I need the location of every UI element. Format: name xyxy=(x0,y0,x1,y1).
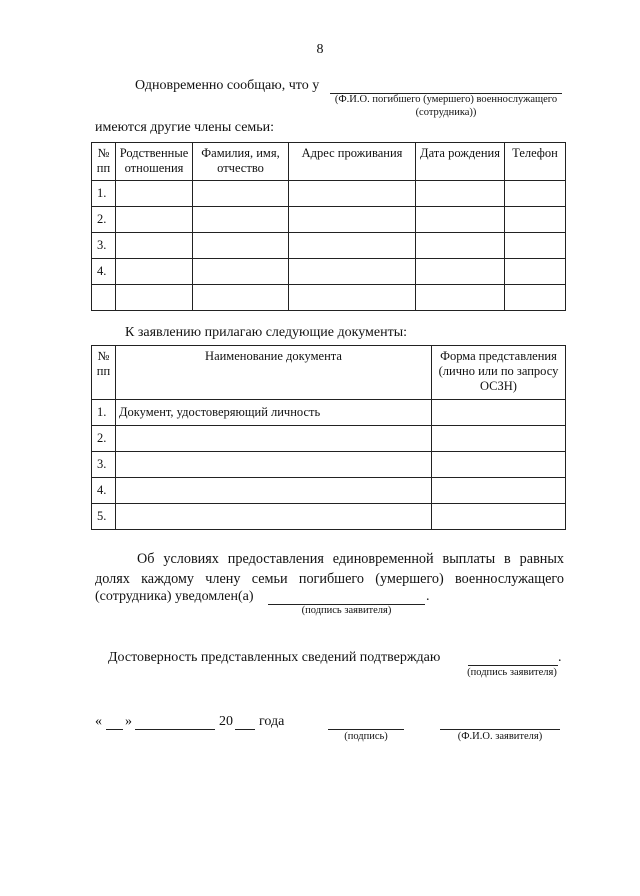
table-row xyxy=(92,285,566,311)
applicant-name-caption: (Ф.И.О. заявителя) xyxy=(457,731,543,742)
relation-cell[interactable] xyxy=(116,233,193,259)
date-close-quote: » xyxy=(125,714,132,729)
table-row xyxy=(92,478,566,504)
address-cell[interactable] xyxy=(289,207,416,233)
conditions-line-1: Об условиях предоставления единовременной выплаты в равных xyxy=(137,551,564,567)
table-row xyxy=(92,452,566,478)
family-members-table xyxy=(91,142,566,311)
submission-form-cell[interactable] xyxy=(432,478,566,504)
name-cell[interactable] xyxy=(193,233,289,259)
row-number: 2. xyxy=(92,207,116,233)
address-cell[interactable] xyxy=(289,181,416,207)
table-row xyxy=(92,259,566,285)
birth-date-cell[interactable] xyxy=(416,259,505,285)
submission-form-cell[interactable] xyxy=(432,426,566,452)
relation-cell[interactable] xyxy=(116,207,193,233)
address-cell[interactable] xyxy=(289,259,416,285)
document-name-cell[interactable] xyxy=(116,452,432,478)
phone-cell[interactable] xyxy=(505,233,566,259)
header-submission-form: Форма представления (лично или по запросу ОСЗН) xyxy=(432,346,566,400)
name-cell[interactable] xyxy=(193,259,289,285)
relation-cell[interactable] xyxy=(116,285,193,311)
row-number: 1. xyxy=(92,400,116,426)
name-cell[interactable] xyxy=(193,181,289,207)
relation-cell[interactable] xyxy=(116,259,193,285)
row-number: 2. xyxy=(92,426,116,452)
period: . xyxy=(426,589,430,604)
intro-caption-2: (сотрудника)) xyxy=(415,107,477,118)
row-number: 4. xyxy=(92,259,116,285)
row-number: 4. xyxy=(92,478,116,504)
phone-cell[interactable] xyxy=(505,207,566,233)
period: . xyxy=(558,650,562,665)
conditions-signature-caption: (подпись заявителя) xyxy=(301,605,392,616)
row-number: 1. xyxy=(92,181,116,207)
table-row xyxy=(92,207,566,233)
birth-date-cell[interactable] xyxy=(416,285,505,311)
row-number xyxy=(92,285,116,311)
address-cell[interactable] xyxy=(289,285,416,311)
year-suffix: года xyxy=(259,714,285,729)
day-line[interactable] xyxy=(106,729,123,730)
table-row xyxy=(92,181,566,207)
row-number: 3. xyxy=(92,452,116,478)
confirm-signature-line[interactable] xyxy=(468,665,558,666)
intro-text: Одновременно сообщаю, что у xyxy=(135,78,320,93)
page-number: 8 xyxy=(316,42,324,57)
documents-table xyxy=(91,345,566,530)
family-intro: имеются другие члены семьи: xyxy=(95,120,275,135)
phone-cell[interactable] xyxy=(505,259,566,285)
submission-form-cell[interactable] xyxy=(432,400,566,426)
birth-date-cell[interactable] xyxy=(416,233,505,259)
applicant-name-line[interactable] xyxy=(440,729,560,730)
address-cell[interactable] xyxy=(289,233,416,259)
conditions-line-2: долях каждому члену семьи погибшего (умершего) военнослужащего xyxy=(95,571,564,587)
year-line[interactable] xyxy=(235,729,255,730)
document-name-cell[interactable] xyxy=(116,478,432,504)
name-cell[interactable] xyxy=(193,285,289,311)
intro-caption-1: (Ф.И.О. погибшего (умершего) военнослужащего xyxy=(334,94,558,105)
docs-intro: К заявлению прилагаю следующие документы: xyxy=(125,325,408,340)
header-full-name: Фамилия, имя, отчество xyxy=(193,143,289,181)
header-phone: Телефон xyxy=(505,143,566,181)
family-table-header xyxy=(92,143,566,181)
document-name-cell[interactable] xyxy=(116,426,432,452)
relation-cell[interactable] xyxy=(116,181,193,207)
document-name-cell[interactable] xyxy=(116,504,432,530)
phone-cell[interactable] xyxy=(505,181,566,207)
row-number: 5. xyxy=(92,504,116,530)
header-num: № пп xyxy=(92,143,116,181)
submission-form-cell[interactable] xyxy=(432,452,566,478)
conditions-paragraph xyxy=(95,549,564,589)
table-row xyxy=(92,400,566,426)
submission-form-cell[interactable] xyxy=(432,504,566,530)
phone-cell[interactable] xyxy=(505,285,566,311)
birth-date-cell[interactable] xyxy=(416,181,505,207)
document-name-cell[interactable]: Документ, удостоверяющий личность xyxy=(116,400,432,426)
header-address: Адрес проживания xyxy=(289,143,416,181)
date-open-quote: « xyxy=(95,714,102,729)
signature-caption: (подпись) xyxy=(344,731,388,742)
month-line[interactable] xyxy=(135,729,215,730)
year-prefix: 20 xyxy=(219,714,233,729)
name-cell[interactable] xyxy=(193,207,289,233)
table-row xyxy=(92,504,566,530)
conditions-line-3: (сотрудника) уведомлен(а) xyxy=(95,589,254,604)
docs-table-header xyxy=(92,346,566,400)
signature-line[interactable] xyxy=(328,729,404,730)
header-birth-date: Дата рождения xyxy=(416,143,505,181)
confirm-signature-caption: (подпись заявителя) xyxy=(467,667,557,678)
table-row xyxy=(92,426,566,452)
header-relation: Родственные отношения xyxy=(116,143,193,181)
confirm-text: Достоверность представленных сведений подтверждаю xyxy=(108,650,441,665)
table-row xyxy=(92,233,566,259)
header-document-name: Наименование документа xyxy=(116,346,432,400)
header-num: № пп xyxy=(92,346,116,400)
birth-date-cell[interactable] xyxy=(416,207,505,233)
row-number: 3. xyxy=(92,233,116,259)
